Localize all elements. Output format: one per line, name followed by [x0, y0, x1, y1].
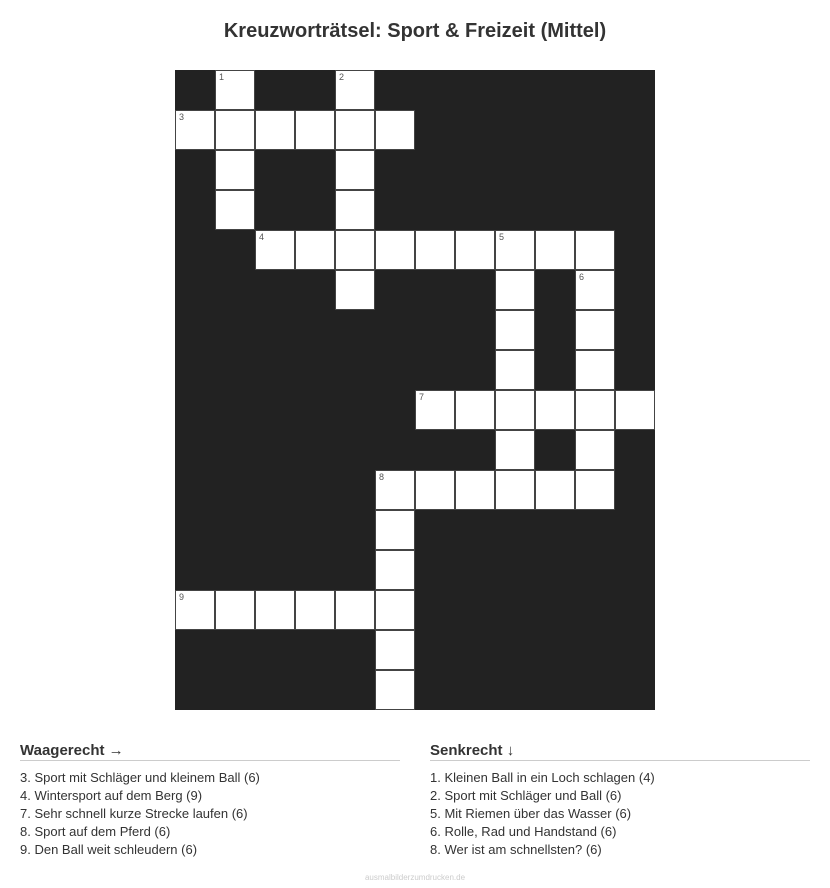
- grid-cell[interactable]: [375, 550, 415, 590]
- grid-cell[interactable]: [335, 230, 375, 270]
- grid-cell[interactable]: [295, 230, 335, 270]
- clue-number: 5: [499, 232, 505, 242]
- grid-cell[interactable]: [535, 230, 575, 270]
- across-clues-section: [20, 742, 400, 859]
- grid-cell[interactable]: [575, 470, 615, 510]
- clue-number: 2: [339, 72, 345, 82]
- grid-cell[interactable]: [215, 110, 255, 150]
- grid-cell[interactable]: [415, 230, 455, 270]
- grid-cell[interactable]: [215, 70, 255, 110]
- grid-cell[interactable]: [495, 430, 535, 470]
- grid-cell[interactable]: [495, 270, 535, 310]
- grid-cell[interactable]: [335, 590, 375, 630]
- across-clue-list: [20, 769, 400, 859]
- clue-item: 6. Rolle, Rad und Handstand (6): [430, 824, 617, 839]
- grid-cell[interactable]: [335, 110, 375, 150]
- clue-item: 7. Sehr schnell kurze Strecke laufen (6): [20, 806, 248, 821]
- grid-cell[interactable]: [175, 110, 215, 150]
- grid-cell[interactable]: [575, 350, 615, 390]
- down-clues-section: [430, 742, 810, 859]
- grid-cell[interactable]: [335, 270, 375, 310]
- grid-cell[interactable]: [535, 470, 575, 510]
- clue-item: 9. Den Ball weit schleudern (6): [20, 842, 198, 857]
- clue-number: 7: [419, 392, 425, 402]
- grid-cell[interactable]: [495, 350, 535, 390]
- clue-item: 4. Wintersport auf dem Berg (9): [20, 788, 203, 803]
- grid-cell[interactable]: [415, 470, 455, 510]
- grid-cell[interactable]: [175, 590, 215, 630]
- grid-cell[interactable]: [575, 430, 615, 470]
- grid-cell[interactable]: [535, 390, 575, 430]
- grid-cell[interactable]: [335, 150, 375, 190]
- grid-cell[interactable]: [215, 190, 255, 230]
- grid-cell[interactable]: [375, 590, 415, 630]
- grid-cell[interactable]: [455, 470, 495, 510]
- grid-cell[interactable]: [215, 590, 255, 630]
- grid-cell[interactable]: [375, 230, 415, 270]
- page-title: Kreuzworträtsel: Sport & Freizeit (Mittel): [223, 20, 607, 42]
- grid-cell[interactable]: [415, 390, 455, 430]
- down-clue-list: [430, 769, 810, 859]
- grid-cell[interactable]: [575, 390, 615, 430]
- clue-item: 3. Sport mit Schläger und kleinem Ball (6): [20, 770, 260, 785]
- clue-item: 8. Wer ist am schnellsten? (6): [430, 842, 602, 857]
- clue-item: 2. Sport mit Schläger und Ball (6): [430, 788, 622, 803]
- clue-item: 5. Mit Riemen über das Wasser (6): [430, 806, 632, 821]
- across-heading: Waagerecht →: [20, 742, 400, 761]
- grid-cell[interactable]: [495, 310, 535, 350]
- grid-cell[interactable]: [455, 230, 495, 270]
- grid-cell[interactable]: [255, 230, 295, 270]
- grid-cell[interactable]: [335, 190, 375, 230]
- grid-cell[interactable]: [295, 590, 335, 630]
- grid-cell[interactable]: [495, 470, 535, 510]
- grid-cell[interactable]: [575, 230, 615, 270]
- grid-cell[interactable]: [375, 470, 415, 510]
- grid-cell[interactable]: [495, 390, 535, 430]
- clue-item: 1. Kleinen Ball in ein Loch schlagen (4): [430, 770, 655, 785]
- grid-cell[interactable]: [255, 110, 295, 150]
- clue-number: 8: [379, 472, 385, 482]
- grid-cell[interactable]: [255, 590, 295, 630]
- grid-cell[interactable]: [375, 670, 415, 710]
- clue-number: 3: [179, 112, 185, 122]
- clue-number: 1: [219, 72, 225, 82]
- grid-cell[interactable]: [375, 110, 415, 150]
- grid-cell[interactable]: [495, 230, 535, 270]
- grid-cell[interactable]: [295, 110, 335, 150]
- grid-cell[interactable]: [575, 270, 615, 310]
- grid-cell[interactable]: [455, 390, 495, 430]
- clue-number: 9: [179, 592, 185, 602]
- grid-cell[interactable]: [575, 310, 615, 350]
- footer-credit: ausmalbilderzumdrucken.de: [364, 873, 466, 882]
- grid-cell[interactable]: [335, 70, 375, 110]
- clue-number: 4: [259, 232, 265, 242]
- grid-cell[interactable]: [375, 510, 415, 550]
- down-heading: Senkrecht ↓: [430, 742, 810, 761]
- grid-cell[interactable]: [215, 150, 255, 190]
- grid-cell[interactable]: [375, 630, 415, 670]
- clue-item: 8. Sport auf dem Pferd (6): [20, 824, 171, 839]
- crossword-grid: [175, 70, 655, 710]
- clue-number: 6: [579, 272, 585, 282]
- grid-cell[interactable]: [615, 390, 655, 430]
